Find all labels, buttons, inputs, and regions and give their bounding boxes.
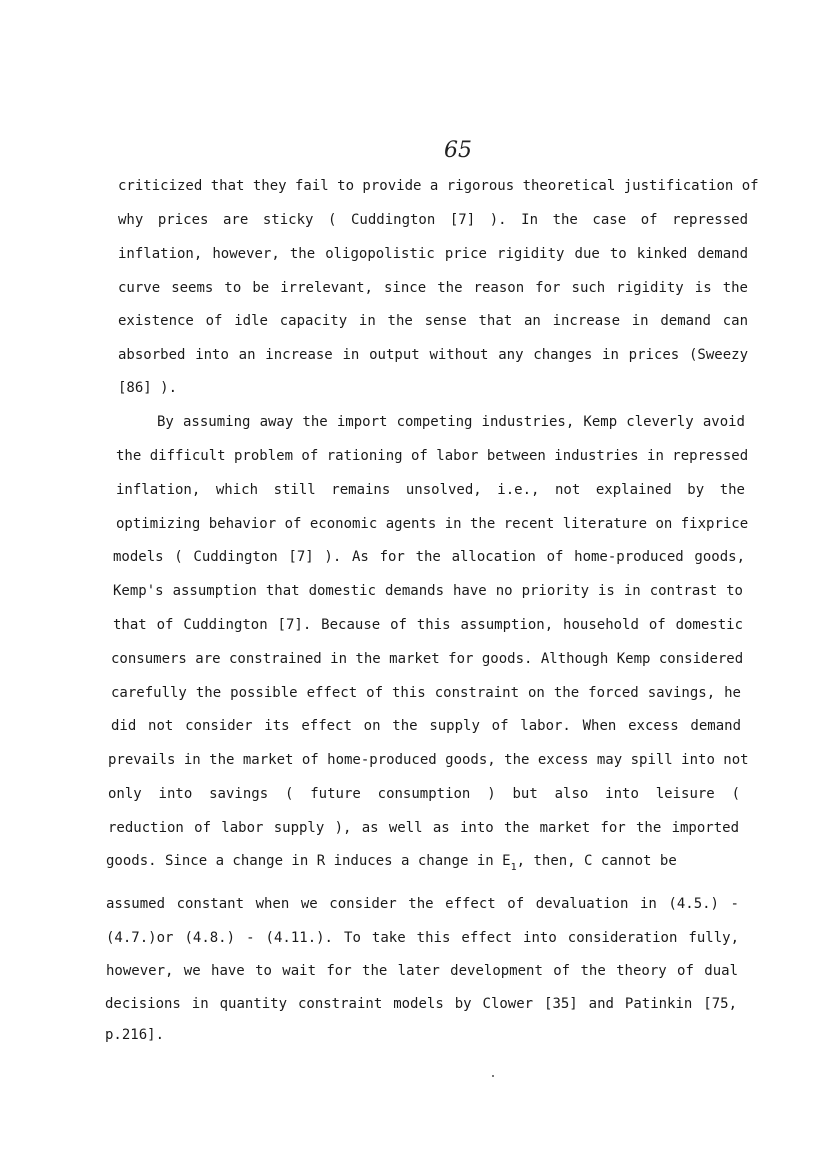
text-line: criticized that they fail to provide a rigorous theoretical justification of — [118, 178, 759, 194]
text-line: absorbed into an increase in output without any changes in prices (Sweezy — [118, 347, 748, 363]
text-line: Kemp's assumption that domestic demands have no priority is in contrast to — [113, 583, 743, 599]
text-line: existence of idle capacity in the sense that an increase in demand can — [118, 313, 748, 329]
text-line: the difficult problem of rationing of labor between industries in repressed — [116, 448, 749, 464]
text-line: why prices are sticky ( Cuddington [7] ). In the case of repressed — [118, 212, 748, 228]
text-line: did not consider its effect on the supply of labor. When excess demand — [111, 718, 741, 734]
subscript: 1 — [510, 862, 517, 873]
scan-speck — [492, 1075, 494, 1077]
text-line: (4.7.)or (4.8.) - (4.11.). To take this effect into consideration fully, — [106, 930, 739, 946]
text-line — [106, 853, 677, 873]
text-line: p.216]. — [105, 1027, 165, 1043]
text-line: inflation, however, the oligopolistic price rigidity due to kinked demand — [118, 246, 748, 262]
text-run: goods. Since a change in R induces a change in E — [106, 853, 511, 869]
text-line: carefully the possible effect of this constraint on the forced savings, he — [111, 685, 741, 701]
text-line: curve seems to be irrelevant, since the reason for such rigidity is the — [118, 280, 748, 296]
text-line: consumers are constrained in the market for goods. Although Kemp considered — [111, 651, 744, 667]
text-line: models ( Cuddington [7] ). As for the allocation of home-produced goods, — [113, 549, 745, 565]
text-line: By assuming away the import competing industries, Kemp cleverly avoid — [157, 414, 745, 430]
text-line: reduction of labor supply ), as well as into the market for the imported — [108, 820, 739, 836]
text-line: only into savings ( future consumption ) but also into leisure ( — [108, 786, 740, 802]
text-line: assumed constant when we consider the effect of devaluation in (4.5.) - — [106, 896, 739, 912]
text-line: however, we have to wait for the later development of the theory of dual — [106, 963, 738, 979]
text-line: [86] ). — [118, 380, 178, 396]
page-number: 65 — [444, 138, 472, 163]
text-line: inflation, which still remains unsolved, i.e., not explained by the — [116, 482, 745, 498]
text-line: decisions in quantity constraint models by Clower [35] and Patinkin [75, — [105, 996, 737, 1012]
text-line: that of Cuddington [7]. Because of this assumption, household of domestic — [113, 617, 743, 633]
text-run: , then, C cannot be — [516, 853, 677, 869]
text-line: prevails in the market of home-produced goods, the excess may spill into not — [108, 752, 749, 768]
text-line: optimizing behavior of economic agents in the recent literature on fixprice — [116, 516, 749, 532]
